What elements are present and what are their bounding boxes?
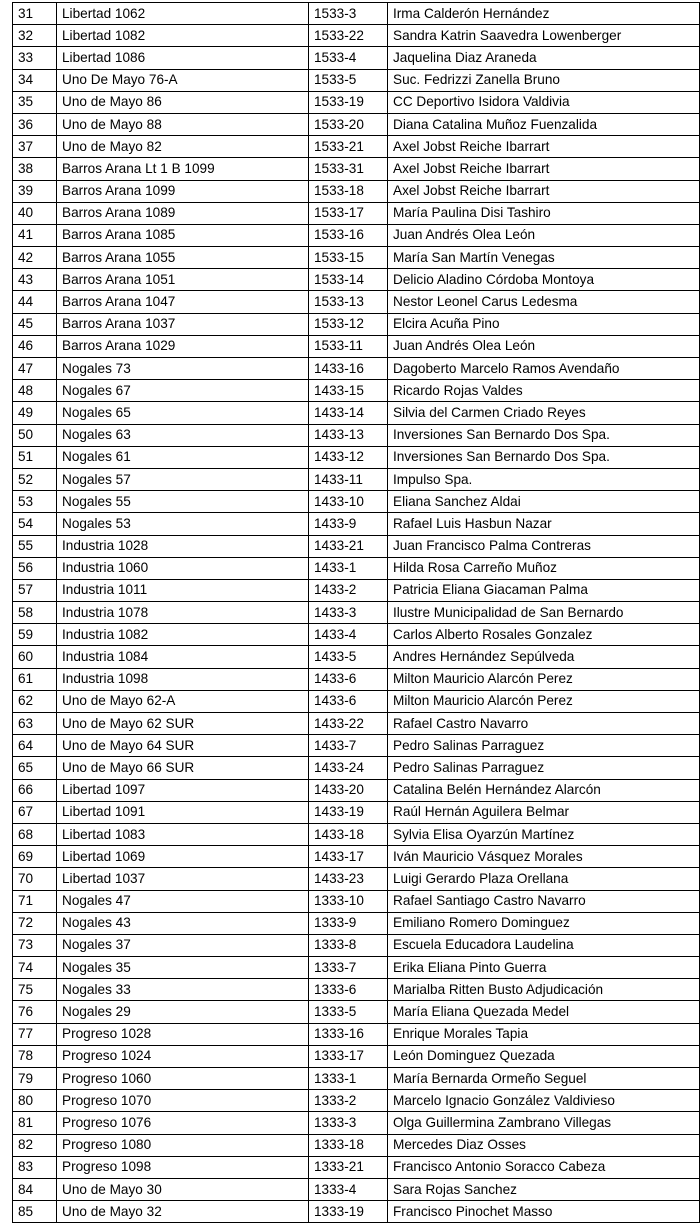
address-cell: Uno de Mayo 86 [57, 91, 309, 113]
rol-cell: 1533-3 [309, 3, 388, 25]
rol-cell: 1533-15 [309, 247, 388, 269]
row-number-cell: 37 [13, 136, 57, 158]
table-row [13, 136, 700, 158]
rol-cell: 1333-5 [309, 1001, 388, 1023]
address-cell: Nogales 37 [57, 934, 309, 956]
row-number-cell: 44 [13, 291, 57, 313]
owner-cell: Rafael Castro Navarro [388, 713, 700, 735]
address-cell: Nogales 57 [57, 468, 309, 490]
row-number-cell: 34 [13, 69, 57, 91]
owner-cell: Axel Jobst Reiche Ibarrart [388, 158, 700, 180]
table-row [13, 202, 700, 224]
row-number-cell: 65 [13, 757, 57, 779]
table-row [13, 868, 700, 890]
table-row [13, 91, 700, 113]
row-number-cell: 76 [13, 1001, 57, 1023]
address-cell: Industria 1084 [57, 646, 309, 668]
table-row [13, 25, 700, 47]
table-row [13, 1045, 700, 1067]
table-row [13, 690, 700, 712]
rol-cell: 1433-22 [309, 713, 388, 735]
row-number-cell: 61 [13, 668, 57, 690]
address-cell: Barros Arana 1055 [57, 247, 309, 269]
table-row [13, 180, 700, 202]
address-cell: Progreso 1098 [57, 1156, 309, 1178]
table-row [13, 380, 700, 402]
table-row [13, 1112, 700, 1134]
owner-cell: María San Martín Venegas [388, 247, 700, 269]
rol-cell: 1433-12 [309, 446, 388, 468]
rol-cell: 1533-19 [309, 91, 388, 113]
row-number-cell: 75 [13, 979, 57, 1001]
table-row [13, 957, 700, 979]
owner-cell: Milton Mauricio Alarcón Perez [388, 668, 700, 690]
rol-cell: 1533-11 [309, 335, 388, 357]
row-number-cell: 73 [13, 934, 57, 956]
address-cell: Nogales 55 [57, 491, 309, 513]
owner-cell: Erika Eliana Pinto Guerra [388, 957, 700, 979]
address-cell: Libertad 1069 [57, 846, 309, 868]
row-number-cell: 56 [13, 557, 57, 579]
row-number-cell: 70 [13, 868, 57, 890]
rol-cell: 1333-8 [309, 934, 388, 956]
address-cell: Nogales 63 [57, 424, 309, 446]
owner-cell: Iván Mauricio Vásquez Morales [388, 846, 700, 868]
owner-cell: Ilustre Municipalidad de San Bernardo [388, 602, 700, 624]
row-number-cell: 58 [13, 602, 57, 624]
rol-cell: 1433-9 [309, 513, 388, 535]
address-cell: Barros Arana Lt 1 B 1099 [57, 158, 309, 180]
table-row [13, 358, 700, 380]
table-row [13, 247, 700, 269]
owner-cell: Jaquelina Diaz Araneda [388, 47, 700, 69]
rol-cell: 1433-14 [309, 402, 388, 424]
row-number-cell: 49 [13, 402, 57, 424]
table-row [13, 779, 700, 801]
table-row [13, 557, 700, 579]
row-number-cell: 51 [13, 446, 57, 468]
rol-cell: 1333-9 [309, 912, 388, 934]
row-number-cell: 41 [13, 224, 57, 246]
rol-cell: 1533-18 [309, 180, 388, 202]
row-number-cell: 81 [13, 1112, 57, 1134]
owner-cell: Olga Guillermina Zambrano Villegas [388, 1112, 700, 1134]
rol-cell: 1433-10 [309, 491, 388, 513]
row-number-cell: 63 [13, 713, 57, 735]
address-cell: Libertad 1083 [57, 823, 309, 845]
address-cell: Barros Arana 1089 [57, 202, 309, 224]
table-row [13, 713, 700, 735]
address-cell: Nogales 53 [57, 513, 309, 535]
owner-cell: Silvia del Carmen Criado Reyes [388, 402, 700, 424]
table-row [13, 1134, 700, 1156]
address-cell: Progreso 1028 [57, 1023, 309, 1045]
owner-cell: María Eliana Quezada Medel [388, 1001, 700, 1023]
rol-cell: 1533-16 [309, 224, 388, 246]
owner-cell: Marcelo Ignacio González Valdivieso [388, 1090, 700, 1112]
address-cell: Barros Arana 1051 [57, 269, 309, 291]
row-number-cell: 82 [13, 1134, 57, 1156]
row-number-cell: 77 [13, 1023, 57, 1045]
owner-cell: Elcira Acuña Pino [388, 313, 700, 335]
address-cell: Libertad 1097 [57, 779, 309, 801]
row-number-cell: 35 [13, 91, 57, 113]
owner-cell: Juan Francisco Palma Contreras [388, 535, 700, 557]
row-number-cell: 60 [13, 646, 57, 668]
owner-cell: Juan Andrés Olea León [388, 335, 700, 357]
row-number-cell: 42 [13, 247, 57, 269]
rol-cell: 1433-18 [309, 823, 388, 845]
table-row [13, 468, 700, 490]
owner-cell: Rafael Luis Hasbun Nazar [388, 513, 700, 535]
address-cell: Barros Arana 1029 [57, 335, 309, 357]
owner-cell: María Bernarda Ormeño Seguel [388, 1068, 700, 1090]
row-number-cell: 69 [13, 846, 57, 868]
owner-cell: Escuela Educadora Laudelina [388, 934, 700, 956]
table-row [13, 158, 700, 180]
table-row [13, 224, 700, 246]
owner-cell: Rafael Santiago Castro Navarro [388, 890, 700, 912]
address-cell: Nogales 47 [57, 890, 309, 912]
table-row [13, 579, 700, 601]
rol-cell: 1433-6 [309, 690, 388, 712]
rol-cell: 1433-24 [309, 757, 388, 779]
rol-cell: 1433-5 [309, 646, 388, 668]
owner-cell: Pedro Salinas Parraguez [388, 757, 700, 779]
owner-cell: Inversiones San Bernardo Dos Spa. [388, 424, 700, 446]
rol-cell: 1433-16 [309, 358, 388, 380]
row-number-cell: 78 [13, 1045, 57, 1067]
address-cell: Progreso 1070 [57, 1090, 309, 1112]
row-number-cell: 72 [13, 912, 57, 934]
table-row [13, 513, 700, 535]
owner-cell: Inversiones San Bernardo Dos Spa. [388, 446, 700, 468]
rol-cell: 1333-6 [309, 979, 388, 1001]
owner-cell: Nestor Leonel Carus Ledesma [388, 291, 700, 313]
table-row [13, 1201, 700, 1223]
row-number-cell: 85 [13, 1201, 57, 1223]
rol-cell: 1333-3 [309, 1112, 388, 1134]
row-number-cell: 33 [13, 47, 57, 69]
table-row [13, 291, 700, 313]
table-row [13, 912, 700, 934]
rol-cell: 1433-15 [309, 380, 388, 402]
rol-cell: 1433-13 [309, 424, 388, 446]
address-cell: Progreso 1076 [57, 1112, 309, 1134]
owner-cell: Eliana Sanchez Aldai [388, 491, 700, 513]
address-cell: Progreso 1060 [57, 1068, 309, 1090]
row-number-cell: 54 [13, 513, 57, 535]
rol-cell: 1533-31 [309, 158, 388, 180]
row-number-cell: 74 [13, 957, 57, 979]
owner-cell: Pedro Salinas Parraguez [388, 735, 700, 757]
rol-cell: 1333-21 [309, 1156, 388, 1178]
owner-cell: Catalina Belén Hernández Alarcón [388, 779, 700, 801]
table-row [13, 934, 700, 956]
owner-cell: Diana Catalina Muñoz Fuenzalida [388, 113, 700, 135]
rol-cell: 1533-4 [309, 47, 388, 69]
row-number-cell: 68 [13, 823, 57, 845]
row-number-cell: 52 [13, 468, 57, 490]
address-cell: Libertad 1062 [57, 3, 309, 25]
owner-cell: Delicio Aladino Córdoba Montoya [388, 269, 700, 291]
table-row [13, 1090, 700, 1112]
address-cell: Nogales 61 [57, 446, 309, 468]
row-number-cell: 50 [13, 424, 57, 446]
address-cell: Uno de Mayo 62-A [57, 690, 309, 712]
address-cell: Nogales 73 [57, 358, 309, 380]
address-cell: Uno de Mayo 66 SUR [57, 757, 309, 779]
row-number-cell: 57 [13, 579, 57, 601]
address-cell: Uno de Mayo 32 [57, 1201, 309, 1223]
owner-cell: Milton Mauricio Alarcón Perez [388, 690, 700, 712]
address-cell: Nogales 29 [57, 1001, 309, 1023]
rol-cell: 1433-1 [309, 557, 388, 579]
row-number-cell: 83 [13, 1156, 57, 1178]
rol-cell: 1433-20 [309, 779, 388, 801]
address-cell: Barros Arana 1085 [57, 224, 309, 246]
row-number-cell: 80 [13, 1090, 57, 1112]
rol-cell: 1533-17 [309, 202, 388, 224]
address-cell: Uno de Mayo 82 [57, 136, 309, 158]
address-cell: Uno De Mayo 76-A [57, 69, 309, 91]
rol-cell: 1433-2 [309, 579, 388, 601]
rol-cell: 1333-17 [309, 1045, 388, 1067]
rol-cell: 1333-19 [309, 1201, 388, 1223]
table-row [13, 668, 700, 690]
owner-cell: Sylvia Elisa Oyarzún Martínez [388, 823, 700, 845]
rol-cell: 1333-7 [309, 957, 388, 979]
owner-cell: León Dominguez Quezada [388, 1045, 700, 1067]
rol-cell: 1533-21 [309, 136, 388, 158]
rol-cell: 1333-10 [309, 890, 388, 912]
owner-cell: Patricia Eliana Giacaman Palma [388, 579, 700, 601]
rol-cell: 1533-14 [309, 269, 388, 291]
rol-cell: 1533-12 [309, 313, 388, 335]
row-number-cell: 38 [13, 158, 57, 180]
table-row [13, 735, 700, 757]
table-row [13, 446, 700, 468]
rol-cell: 1333-16 [309, 1023, 388, 1045]
property-table [12, 2, 700, 1223]
row-number-cell: 47 [13, 358, 57, 380]
row-number-cell: 32 [13, 25, 57, 47]
table-row [13, 535, 700, 557]
owner-cell: Emiliano Romero Dominguez [388, 912, 700, 934]
address-cell: Uno de Mayo 88 [57, 113, 309, 135]
row-number-cell: 53 [13, 491, 57, 513]
owner-cell: Sara Rojas Sanchez [388, 1178, 700, 1200]
owner-cell: Enrique Morales Tapia [388, 1023, 700, 1045]
owner-cell: Axel Jobst Reiche Ibarrart [388, 180, 700, 202]
table-row [13, 491, 700, 513]
owner-cell: CC Deportivo Isidora Valdivia [388, 91, 700, 113]
table-row [13, 1178, 700, 1200]
table-row [13, 269, 700, 291]
row-number-cell: 62 [13, 690, 57, 712]
rol-cell: 1333-2 [309, 1090, 388, 1112]
owner-cell: Sandra Katrin Saavedra Lowenberger [388, 25, 700, 47]
owner-cell: Raúl Hernán Aguilera Belmar [388, 801, 700, 823]
address-cell: Barros Arana 1099 [57, 180, 309, 202]
address-cell: Barros Arana 1047 [57, 291, 309, 313]
table-row [13, 113, 700, 135]
rol-cell: 1533-13 [309, 291, 388, 313]
address-cell: Nogales 67 [57, 380, 309, 402]
rol-cell: 1433-11 [309, 468, 388, 490]
table-row [13, 1001, 700, 1023]
row-number-cell: 66 [13, 779, 57, 801]
table-row [13, 757, 700, 779]
address-cell: Barros Arana 1037 [57, 313, 309, 335]
owner-cell: Axel Jobst Reiche Ibarrart [388, 136, 700, 158]
rol-cell: 1533-20 [309, 113, 388, 135]
table-row [13, 1068, 700, 1090]
rol-cell: 1533-22 [309, 25, 388, 47]
address-cell: Industria 1078 [57, 602, 309, 624]
table-row [13, 402, 700, 424]
address-cell: Nogales 65 [57, 402, 309, 424]
table-row [13, 801, 700, 823]
owner-cell: Hilda Rosa Carreño Muñoz [388, 557, 700, 579]
address-cell: Industria 1011 [57, 579, 309, 601]
owner-cell: Carlos Alberto Rosales Gonzalez [388, 624, 700, 646]
table-row [13, 313, 700, 335]
row-number-cell: 64 [13, 735, 57, 757]
owner-cell: Dagoberto Marcelo Ramos Avendaño [388, 358, 700, 380]
row-number-cell: 43 [13, 269, 57, 291]
owner-cell: Francisco Pinochet Masso [388, 1201, 700, 1223]
address-cell: Uno de Mayo 62 SUR [57, 713, 309, 735]
owner-cell: Ricardo Rojas Valdes [388, 380, 700, 402]
address-cell: Libertad 1082 [57, 25, 309, 47]
owner-cell: Suc. Fedrizzi Zanella Bruno [388, 69, 700, 91]
table-row [13, 1156, 700, 1178]
rol-cell: 1433-23 [309, 868, 388, 890]
address-cell: Uno de Mayo 30 [57, 1178, 309, 1200]
rol-cell: 1433-7 [309, 735, 388, 757]
row-number-cell: 79 [13, 1068, 57, 1090]
table-row [13, 424, 700, 446]
row-number-cell: 55 [13, 535, 57, 557]
table-row [13, 846, 700, 868]
row-number-cell: 31 [13, 3, 57, 25]
address-cell: Progreso 1080 [57, 1134, 309, 1156]
row-number-cell: 84 [13, 1178, 57, 1200]
table-body [13, 3, 700, 1223]
row-number-cell: 45 [13, 313, 57, 335]
table-row [13, 602, 700, 624]
rol-cell: 1433-17 [309, 846, 388, 868]
table-row [13, 646, 700, 668]
table-row [13, 979, 700, 1001]
row-number-cell: 71 [13, 890, 57, 912]
rol-cell: 1433-4 [309, 624, 388, 646]
table-row [13, 335, 700, 357]
table-row [13, 823, 700, 845]
rol-cell: 1433-19 [309, 801, 388, 823]
address-cell: Uno de Mayo 64 SUR [57, 735, 309, 757]
table-row [13, 890, 700, 912]
rol-cell: 1433-3 [309, 602, 388, 624]
row-number-cell: 48 [13, 380, 57, 402]
rol-cell: 1433-6 [309, 668, 388, 690]
table-row [13, 624, 700, 646]
owner-cell: Francisco Antonio Soracco Cabeza [388, 1156, 700, 1178]
owner-cell: María Paulina Disi Tashiro [388, 202, 700, 224]
row-number-cell: 67 [13, 801, 57, 823]
owner-cell: Impulso Spa. [388, 468, 700, 490]
row-number-cell: 36 [13, 113, 57, 135]
address-cell: Industria 1028 [57, 535, 309, 557]
address-cell: Industria 1060 [57, 557, 309, 579]
row-number-cell: 40 [13, 202, 57, 224]
row-number-cell: 46 [13, 335, 57, 357]
address-cell: Libertad 1091 [57, 801, 309, 823]
address-cell: Libertad 1086 [57, 47, 309, 69]
table-row [13, 47, 700, 69]
rol-cell: 1333-1 [309, 1068, 388, 1090]
address-cell: Industria 1082 [57, 624, 309, 646]
address-cell: Industria 1098 [57, 668, 309, 690]
owner-cell: Irma Calderón Hernández [388, 3, 700, 25]
owner-cell: Luigi Gerardo Plaza Orellana [388, 868, 700, 890]
table-row [13, 1023, 700, 1045]
row-number-cell: 59 [13, 624, 57, 646]
address-cell: Libertad 1037 [57, 868, 309, 890]
rol-cell: 1333-4 [309, 1178, 388, 1200]
address-cell: Nogales 43 [57, 912, 309, 934]
row-number-cell: 39 [13, 180, 57, 202]
address-cell: Nogales 33 [57, 979, 309, 1001]
address-cell: Nogales 35 [57, 957, 309, 979]
address-cell: Progreso 1024 [57, 1045, 309, 1067]
table-row [13, 69, 700, 91]
owner-cell: Mercedes Diaz Osses [388, 1134, 700, 1156]
rol-cell: 1333-18 [309, 1134, 388, 1156]
owner-cell: Marialba Ritten Busto Adjudicación [388, 979, 700, 1001]
owner-cell: Andres Hernández Sepúlveda [388, 646, 700, 668]
rol-cell: 1433-21 [309, 535, 388, 557]
table-row [13, 3, 700, 25]
owner-cell: Juan Andrés Olea León [388, 224, 700, 246]
rol-cell: 1533-5 [309, 69, 388, 91]
